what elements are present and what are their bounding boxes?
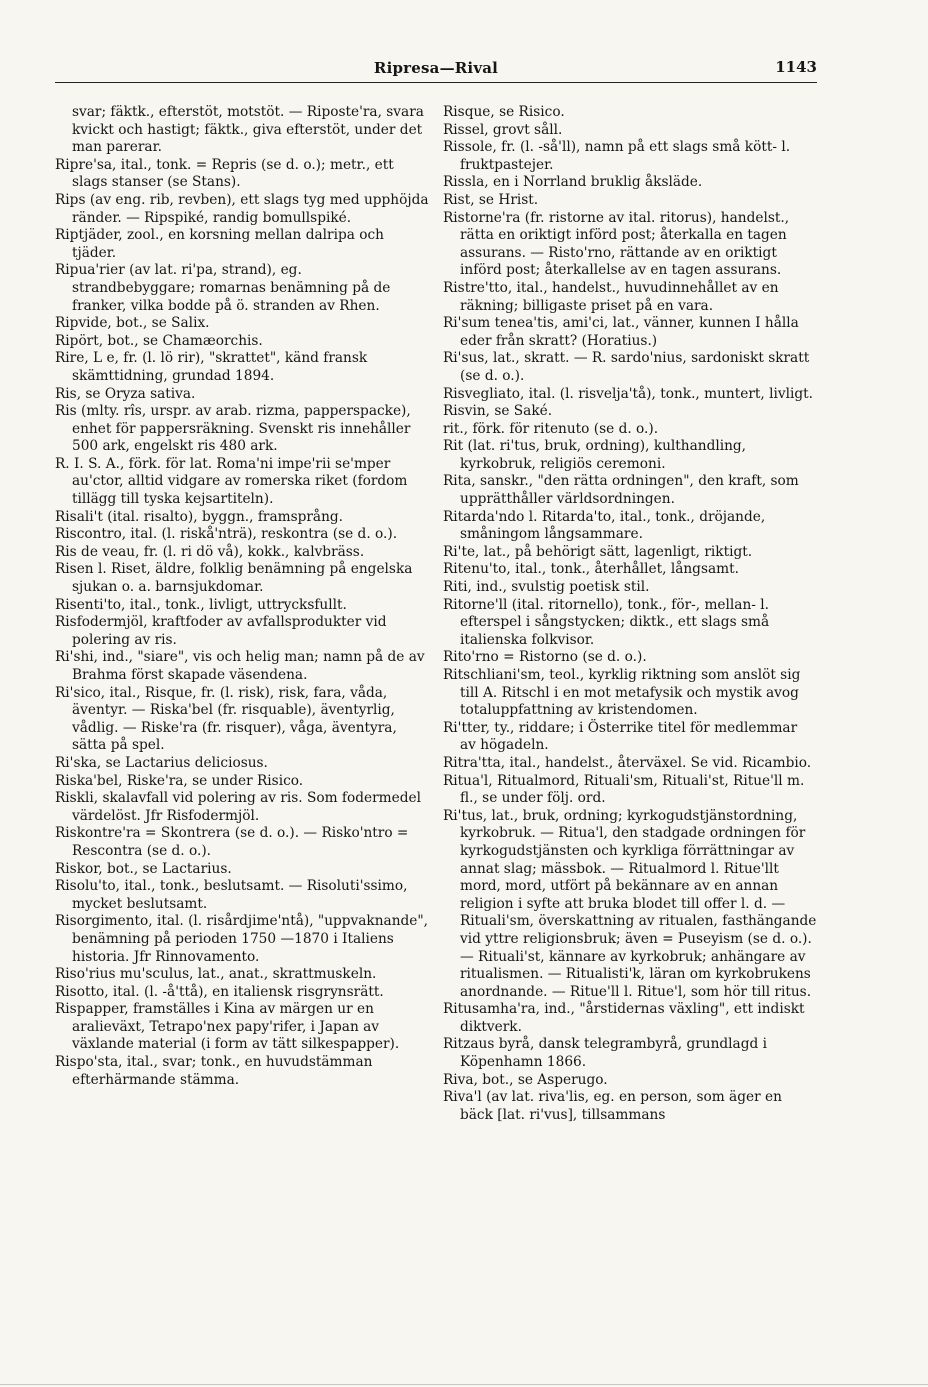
dictionary-entry: Riskor, bot., se Lactarius. (55, 860, 232, 877)
dictionary-entry: Ri'sus, lat., skratt. — R. sardo'nius, sardoniskt skratt (se d. o.). (443, 350, 810, 384)
dictionary-entry: Ripre'sa, ital., tonk. = Repris (se d. o.); metr., ett slags stanser (se Stans). (55, 156, 394, 191)
dictionary-entry: Riva, bot., se Asperugo. (443, 1071, 608, 1088)
left-column (55, 104, 429, 1089)
dictionary-entry: Rita, sanskr., "den rätta ordningen", den kraft, som upprätthåller världsordningen. (443, 473, 799, 508)
dictionary-entry: Ri'tter, ty., riddare; i Österrike titel för medlemmar av högadeln. (443, 719, 798, 754)
dictionary-entry: Ritarda'ndo l. Ritarda'to, ital., tonk., dröjande, småningom långsammare. (443, 508, 766, 543)
dictionary-entry: Risfodermjöl, kraftfoder av avfallsprodukter vid polering av ris. (55, 614, 387, 648)
dictionary-entry: Rit (lat. ri'tus, bruk, ordning), kulthandling, kyrkobruk, religiös ceremoni. (443, 438, 747, 472)
dictionary-entry: Ri'sum tenea'tis, ami'ci, lat., vänner, kunnen I hålla eder från skratt? (Horatius.) (443, 315, 799, 349)
dictionary-entry: Ri'sico, ital., Risque, fr. (l. risk), risk, fara, våda, äventyr. — Riska'bel (fr. risquable), äventyrlig, vådlig. — Riske'ra (fr. risquer), våga, äventyra, sätta på spel. (55, 684, 397, 754)
dictionary-entry: Ripua'rier (av lat. ri'pa, strand), eg. strandbebyggare; romarnas benämning på de franker, vilka bodde på ö. stranden av Rhen. (55, 262, 391, 314)
dictionary-entry: Riptjäder, zool., en korsning mellan dalripa och tjäder. (55, 227, 384, 261)
dictionary-entry: Ripört, bot., se Chamæorchis. (55, 332, 263, 349)
dictionary-entry: Riso'rius mu'sculus, lat., anat., skrattmuskeln. (55, 966, 377, 983)
dictionary-entry: Rissole, fr. (l. -så'll), namn på ett slags små kött- l. fruktpastejer. (443, 139, 791, 173)
page-header (55, 56, 817, 83)
dictionary-entry: Risen l. Riset, äldre, folklig benämning på engelska sjukan o. a. barnsjukdomar. (55, 561, 413, 596)
dictionary-entry: Risvin, se Saké. (443, 403, 553, 420)
dictionary-entry: Risotto, ital. (l. -å'ttå), en italiensk risgrynsrätt. (55, 983, 384, 1000)
dictionary-entry: Rito'rno = Ristorno (se d. o.). (443, 649, 647, 666)
dictionary-entry: rit., förk. för ritenuto (se d. o.). (443, 420, 659, 437)
dictionary-entry: Rissel, grovt såll. (443, 121, 563, 138)
dictionary-entry: Ris de veau, fr. (l. ri dö vå), kokk., kalvbräss. (55, 543, 365, 560)
dictionary-entry: Rist, se Hrist. (443, 191, 539, 208)
dictionary-entry: Ri'ska, se Lactarius deliciosus. (55, 754, 268, 771)
dictionary-entry: Risenti'to, ital., tonk., livligt, uttrycksfullt. (55, 596, 347, 613)
dictionary-entry: Ritenu'to, ital., tonk., återhållet, långsamt. (443, 561, 739, 578)
dictionary-entry: Ri'shi, ind., "siare", vis och helig man; namn på de av Brahma först skapade väsendena. (55, 649, 425, 683)
dictionary-entry: Ritschliani'sm, teol., kyrklig riktning som anslöt sig till A. Ritschl i en mot metafysik och mystik avog totaluppfattning av kristendomen. (443, 667, 801, 719)
dictionary-entry: Riva'l (av lat. riva'lis, eg. en person, som äger en bäck [lat. ri'vus], tillsammans (443, 1089, 782, 1123)
dictionary-entry: Rissla, en i Norrland bruklig åksläde. (443, 174, 703, 191)
dictionary-entry: Rispapper, framställes i Kina av märgen ur en aralieväxt, Tetrapo'nex papy'rifer, i Japan av växlande material (i form av tätt silkespapper). (55, 1001, 400, 1053)
dictionary-entry: Riti, ind., svulstig poetisk stil. (443, 579, 650, 596)
dictionary-entry: Risorgimento, ital. (l. risårdjime'ntå), "uppvaknande", benämning på perioden 1750 —1870 i Italiens historia. Jfr Rinnovamento. (55, 913, 429, 965)
dictionary-entry: R. I. S. A., förk. för lat. Roma'ni impe'rii se'mper au'ctor, alltid vidgare av romerska riket (fordom tillägg till tyska kejsartiteln). (55, 455, 408, 508)
dictionary-entry: Risvegliato, ital. (l. risvelja'tå), tonk., muntert, livligt. (443, 385, 813, 402)
dictionary-entry: Riskli, skalavfall vid polering av ris. Som fodermedel värdelöst. Jfr Risfodermjöl. (55, 790, 421, 824)
dictionary-entry: Rispo'sta, ital., svar; tonk., en huvudstämman efterhärmande stämma. (55, 1054, 373, 1088)
dictionary-entry: Ris, se Oryza sativa. (55, 385, 196, 402)
dictionary-entry: Riscontro, ital. (l. riskå'nträ), reskontra (se d. o.). (55, 526, 398, 543)
dictionary-entry: Ris (mlty. rîs, urspr. av arab. rizma, papperspacke), enhet för pappersräkning. Svenskt ris innehåller 500 ark, engelskt ris 480 ark. (55, 403, 411, 455)
dictionary-entry: Rips (av eng. rib, revben), ett slags tyg med upphöjda ränder. — Ripspiké, randig bomullspiké. (55, 191, 429, 226)
dictionary-entry: Rire, L e, fr. (l. lö rir), "skrattet", känd fransk skämttidning, grundad 1894. (55, 350, 368, 384)
dictionary-entry: Ristorne'ra (fr. ristorne av ital. ritorus), handelst., rätta en oriktigt införd post; återkalla en tagen assurans. — Risto'rno, rättande av en oriktigt införd post; återkallelse av en tagen assurans. (443, 209, 790, 279)
dictionary-entry: Risolu'to, ital., tonk., beslutsamt. — Risoluti'ssimo, mycket beslutsamt. (55, 878, 408, 912)
dictionary-entry: Ritusamha'ra, ind., "årstidernas växling", ett indiskt diktverk. (443, 1001, 805, 1035)
dictionary-entry: Ri'tus, lat., bruk, ordning; kyrkogudstjänstordning, kyrkobruk. — Ritua'l, den stadgade ordningen för kyrkogudstjänsten och kyrkliga förrättningar av annat slag; mässbok. — Ritualmord l. Ritue'llt mord, mord, utfört på bekännare av en annan religion i syfte att bruka blodet till offer l. d. — Rituali'sm, överskattning av ritualen, fasthängande vid yttre religionsbruk; även = Puseyism (se d. o.). — Rituali'st, kännare av kyrkobruk; anhängare av ritualismen. — Ritualisti'k, läran om kyrkobrukens anordnande. — Ritue'll l. Ritue'l, som hör till ritus. (443, 807, 817, 1000)
page-number: 1143 (775, 58, 817, 76)
dictionary-entry: Ritorne'll (ital. ritornello), tonk., för-, mellan- l. efterspel i sångstycken; diktk., ett slags små italienska folkvisor. (443, 596, 770, 648)
page-edge-divider (0, 1384, 928, 1385)
dictionary-entry: Ritua'l, Ritualmord, Rituali'sm, Rituali'st, Ritue'll m. fl., se under följ. ord. (443, 772, 805, 807)
dictionary-entry: Ri'te, lat., på behörigt sätt, lagenligt, riktigt. (443, 543, 753, 560)
running-head: Ripresa—Rival (373, 59, 499, 77)
dictionary-entry: Risali't (ital. risalto), byggn., framsprång. (55, 508, 344, 525)
dictionary-entry: Riska'bel, Riske'ra, se under Risico. (55, 772, 304, 789)
dictionary-entry: Ritzaus byrå, dansk telegrambyrå, grundlagd i Köpenhamn 1866. (443, 1036, 767, 1071)
dictionary-entry: Riskontre'ra = Skontrera (se d. o.). — Risko'ntro = Rescontra (se d. o.). (55, 825, 409, 859)
dictionary-entry: Risque, se Risico. (443, 104, 565, 120)
dictionary-entry: Ritra'tta, ital., handelst., återväxel. Se vid. Ricambio. (443, 754, 812, 771)
dictionary-entry: Ripvide, bot., se Salix. (55, 315, 210, 332)
dictionary-entry: svar; fäktk., efterstöt, motstöt. — Riposte'ra, svara kvickt och hastigt; fäktk., giva efterstöt, under det man parerar. (72, 104, 424, 156)
dictionary-entry: Ristre'tto, ital., handelst., huvudinnehållet av en räkning; billigaste priset på en vara. (443, 279, 779, 314)
right-column (443, 104, 817, 1124)
